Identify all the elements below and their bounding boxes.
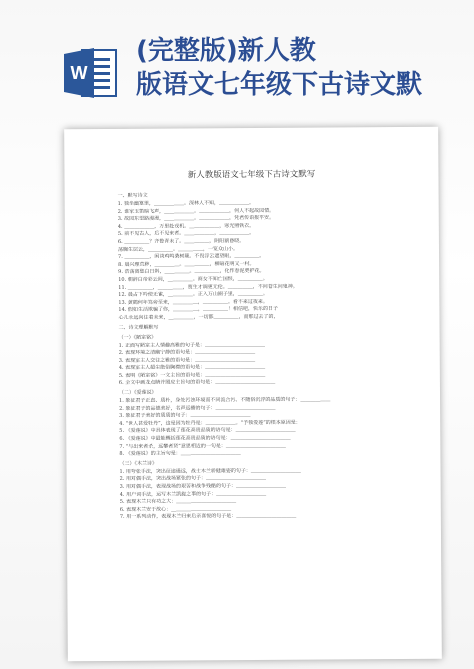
document-line: 1. 用夸张手法，突出征途遥远，战士木兰骄健雄姿的句子：＿＿＿＿＿＿＿＿＿＿ — [119, 467, 301, 475]
document-line: 12. 晨占下吟使无雀，＿＿＿＿＿。正入万山圈子里，＿＿＿＿＿。 — [118, 291, 268, 299]
document-line: 3. 用对偶手法，表现战场的艰苦和战争残酷的句子：＿＿＿＿＿＿＿＿＿＿ — [119, 482, 287, 490]
document-line: 4. 用户词手法，运写木兰凯旋之事的句子：＿＿＿＿＿＿＿＿＿＿ — [119, 490, 267, 498]
document-title: 新人教版语文七年级下古诗文默写 — [187, 169, 316, 181]
document-line: 3. 象征君子美好的质质的句子：＿＿＿＿＿＿＿＿＿＿＿＿ — [119, 412, 251, 420]
document-line: 心儿永远向往着未来，＿＿＿＿＿，一切都＿＿＿＿＿，而那过去了的， — [118, 313, 279, 321]
document-line: 6. ＿＿＿＿＿？齐鲁青未了。＿＿＿＿＿，阴阳割昏晓。 — [117, 238, 245, 245]
document-line: 7. “与出来者杀，远攀者贤”意思相近的一句是：＿＿＿＿＿＿＿＿＿＿＿＿ — [119, 442, 286, 450]
document-line: （三）《木兰诗》 — [119, 460, 158, 467]
document-line: 6. 全文中画龙点睛并照应主旨句的语句是：＿＿＿＿＿＿＿＿＿＿＿＿ — [118, 379, 276, 387]
document-line: 1. 象征君子正直、质朴，身处污浊环境而不同流合污、不随俗沉浮的品质的句子：＿＿＿＿＿＿ — [119, 396, 331, 404]
document-line: （一）《陋室铭》 — [118, 334, 157, 341]
document-line: 1. 正面写陋室主人情趣高雅的句子是：＿＿＿＿＿＿＿＿＿＿＿＿ — [118, 341, 266, 349]
page-title — [136, 34, 474, 102]
document-line: 8. 《爱莲说》的主旨句是：＿＿＿＿＿＿＿＿＿＿＿＿ — [119, 450, 241, 458]
title-line-1: (完整版)新人教 — [136, 36, 316, 66]
document-line: 11. ＿＿＿＿＿，＿＿＿＿＿，贾生才调更无伦。＿＿＿＿＿，不问苍生问鬼神。 — [118, 283, 298, 291]
word-document-icon — [62, 44, 120, 102]
document-line: 6. 《爱莲说》中最能概括莲花高贵品质的语句是：＿＿＿＿＿＿＿＿＿＿＿＿ — [119, 434, 291, 442]
document-line: 10. 朝辞白帝彩云间，＿＿＿＿＿。商女不知亡国恨，＿＿＿＿＿。 — [118, 275, 268, 283]
document-line: 1. 独坐幽篁里，＿＿＿＿＿＿。深林人不知，＿＿＿＿＿＿。 — [117, 199, 255, 207]
document-line: 荡胸生层云，＿＿＿＿＿。＿＿＿＿＿，一览众山小。 — [117, 245, 239, 253]
document-line: 4. 表现室主人超尘绝俗胸襟的语句是：＿＿＿＿＿＿＿＿＿＿＿＿ — [118, 364, 266, 372]
document-line: 7. 用一系列动作，表现木兰归来后亲喜悦的句子是：＿＿＿＿＿＿＿＿＿＿＿＿ — [119, 513, 297, 521]
document-line: 6. 表现木兰安于故心：＿＿＿＿＿＿＿＿＿＿＿＿ — [119, 505, 232, 513]
document-line: 5. 表明《陋室铭》一文主旨的语句是：＿＿＿＿＿＿＿＿＿＿＿＿ — [118, 371, 266, 379]
document-line: 3. 故园东望路漫漫，＿＿＿＿＿＿。＿＿＿＿＿＿，凭君传语报平安。 — [117, 215, 275, 223]
svg-text:W: W — [70, 63, 88, 83]
document-line: 4. ＿＿＿＿＿＿，万里赴戎机。＿＿＿＿＿＿，寒光照铁衣。 — [117, 222, 255, 230]
document-line: 5. 表现木兰只有功之大：＿＿＿＿＿＿＿＿＿＿＿＿ — [119, 498, 237, 506]
document-line: 4. “世人甚爱牡丹”，这是因为牡丹是：＿＿＿＿＿＿。“予独爱莲”的根本原因是： — [119, 419, 301, 427]
document-line: 一、默写诗文 — [117, 192, 148, 199]
document-line: 2. 象征君子的品德美好，名声远播的句子：＿＿＿＿＿＿＿＿＿＿＿＿ — [119, 404, 276, 412]
document-line: 9. 浩荡离愁白日斜，＿＿＿＿＿。＿＿＿＿＿，化作春泥更护花。 — [118, 268, 265, 276]
document-paper — [64, 127, 442, 662]
title-line-2: 版语文七年级下古诗文默 — [136, 70, 423, 100]
document-line: 3. 表现室主人交往之雅的语句是：＿＿＿＿＿＿＿＿＿＿＿＿ — [118, 356, 256, 364]
document-body — [118, 189, 420, 522]
document-line: 13. 黄鹤何年笃旁至来，＿＿＿＿＿，＿＿＿＿＿。看不来过夜来。 — [118, 298, 268, 306]
document-line: 2. 谁家玉笛暗飞声，＿＿＿＿＿＿。＿＿＿＿＿＿，何人不起故园情。 — [117, 207, 275, 215]
document-line: 5. 《爱莲说》中具体表现了莲花高贵品质的语句是：＿＿＿＿＿＿＿＿＿＿＿＿ — [119, 427, 296, 435]
document-line: 2. 用对偶手法，突出战场紧张的句子：＿＿＿＿＿＿＿＿＿＿＿＿ — [119, 475, 266, 483]
document-line: 二、诗文理解默写 — [118, 324, 159, 331]
document-line: 2. 表现环境之清幽宁静的语句是：＿＿＿＿＿＿＿＿＿＿＿＿ — [118, 349, 256, 357]
document-line: 14. 假如生活欺骗了你，＿＿＿＿＿，＿＿＿＿＿！相信吧，快乐的日子 — [118, 306, 278, 314]
document-line: （二）《爱莲说》 — [118, 389, 157, 396]
document-line: 7. ＿＿＿＿＿，闲谈鸡鸣桑树颠。不畏浮云遮望眼，＿＿＿＿＿。 — [118, 253, 265, 261]
document-line: 5. 前不见古人，后不见来者。＿＿＿＿＿＿，＿＿＿＿＿＿。 — [117, 230, 255, 238]
document-line: 8. 晨兴理荒秽，＿＿＿＿＿。＿＿＿＿＿，柳暗花明又一村。 — [118, 260, 255, 268]
